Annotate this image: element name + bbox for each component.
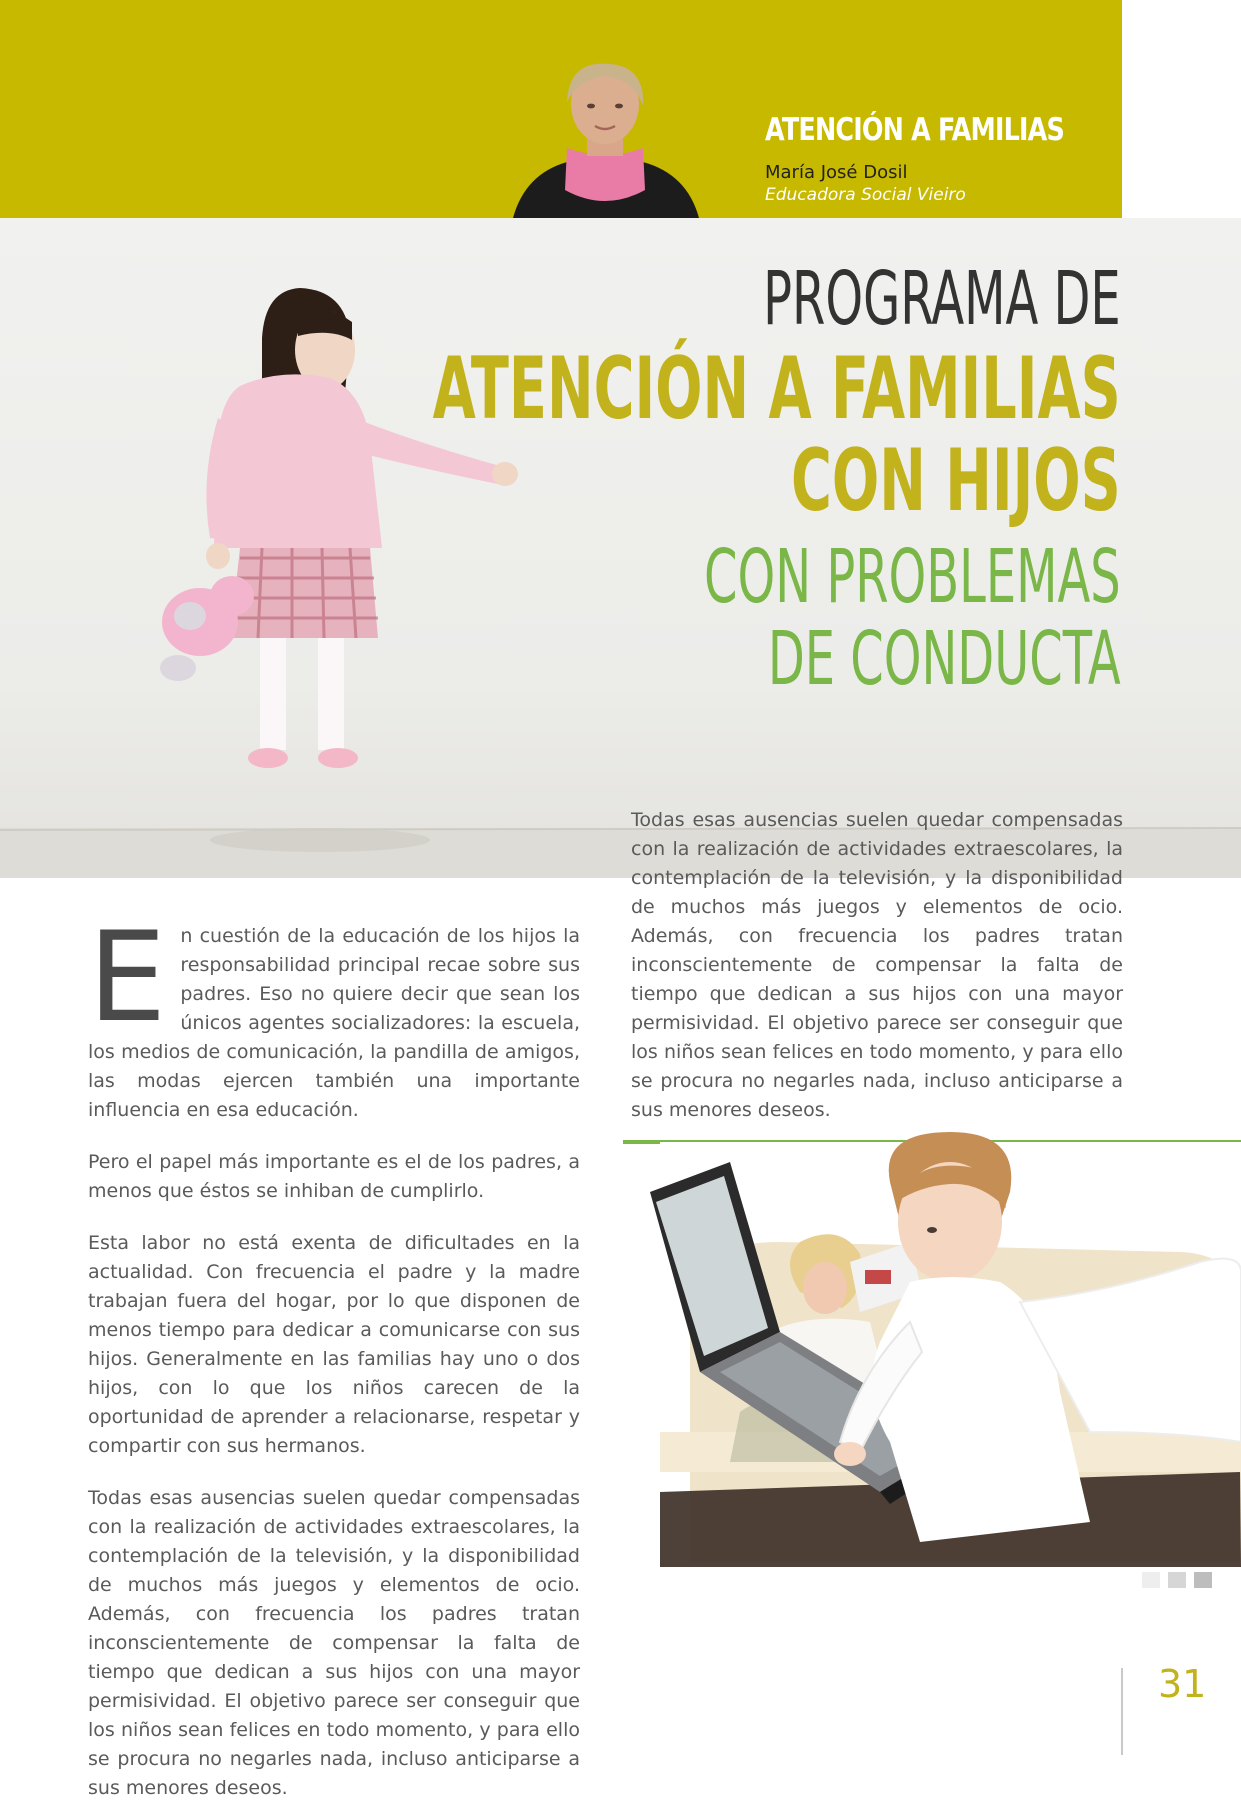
page-number-rule (1121, 1668, 1123, 1755)
author-name: María José Dosil (765, 162, 908, 183)
title-line-5: DE CONDUCTA (768, 616, 1121, 702)
paragraph-3: Esta labor no está exenta de dificultades en la actualidad. Con frecuencia el padre y la madre trabajan fuera del hogar, por lo que disponen de menos tiempo para dedicar a comunicarse con sus hijos. Generalmente en las familias hay uno o dos hijos, con lo que los niños carecen de la oportunidad de aprender a relacionarse, respetar y compartir con sus hermanos. (88, 1232, 580, 1457)
paragraph-4: Todas esas ausencias suelen quedar compensadas con la realización de actividades extraescolares, la contemplación de la televisión, y la disponibilidad de muchos más juegos y elementos de ocio. Además, con frecuencia los padres tratan inconscientemente de compensar la falta de tiempo que dedican a sus hijos con una mayor permisividad. El objetivo parece ser conseguir que los niños sean felices en todo momento, y para ello se procura no negarles nada, incluso anticiparse a sus menores deseos. (88, 1487, 580, 1799)
paragraph-2: Pero el papel más importante es el de los padres, a menos que éstos se inhiban de cumplirlo. (88, 1151, 580, 1202)
family-photo (660, 1142, 1241, 1567)
title-line-4: CON PROBLEMAS (704, 534, 1121, 620)
author-portrait (505, 62, 705, 218)
paragraph-4-continued-text: Todas esas ausencias suelen quedar compensadas con la realización de actividades extraescolares, la contemplación de la televisión, y la disponibilidad de muchos más juegos y elementos de ocio. Además, con frecuencia los padres tratan inconscientemente de compensar la falta de tiempo que dedican a sus hijos con una mayor permisividad. El objetivo parece ser conseguir que los niños sean felices en todo momento, y para ello se procura no negarles nada, incluso anticiparse a sus menores deseos. (631, 809, 1123, 1121)
section-label: ATENCIÓN A FAMILIAS (765, 112, 1064, 148)
article-title (165, 256, 1121, 702)
author-role: Educadora Social Vieiro (765, 185, 966, 205)
title-line-2: ATENCIÓN A FAMILIAS (432, 339, 1121, 439)
paragraph-4-continued (631, 809, 1123, 1121)
article-column-right (631, 809, 1123, 1121)
square-light (1142, 1572, 1160, 1588)
article-column-left (88, 906, 580, 1799)
paragraph-1 (88, 906, 580, 1125)
page-number: 31 (1158, 1662, 1207, 1706)
paragraph-1-text: n cuestión de la educación de los hijos la responsabilidad principal recae sobre sus padres. Eso no quiere decir que sean los únicos agentes socializadores: la escuela, los medios de comunicación, la pandilla de amigos, las modas ejercen también una importante influencia en esa educación. (88, 925, 580, 1121)
title-line-1: PROGRAMA DE (763, 256, 1121, 342)
drop-cap: E (88, 906, 167, 1050)
title-line-3: CON HIJOS (791, 431, 1121, 531)
square-mid (1168, 1572, 1186, 1588)
square-dark (1194, 1572, 1212, 1588)
decorative-squares (1142, 1572, 1212, 1588)
